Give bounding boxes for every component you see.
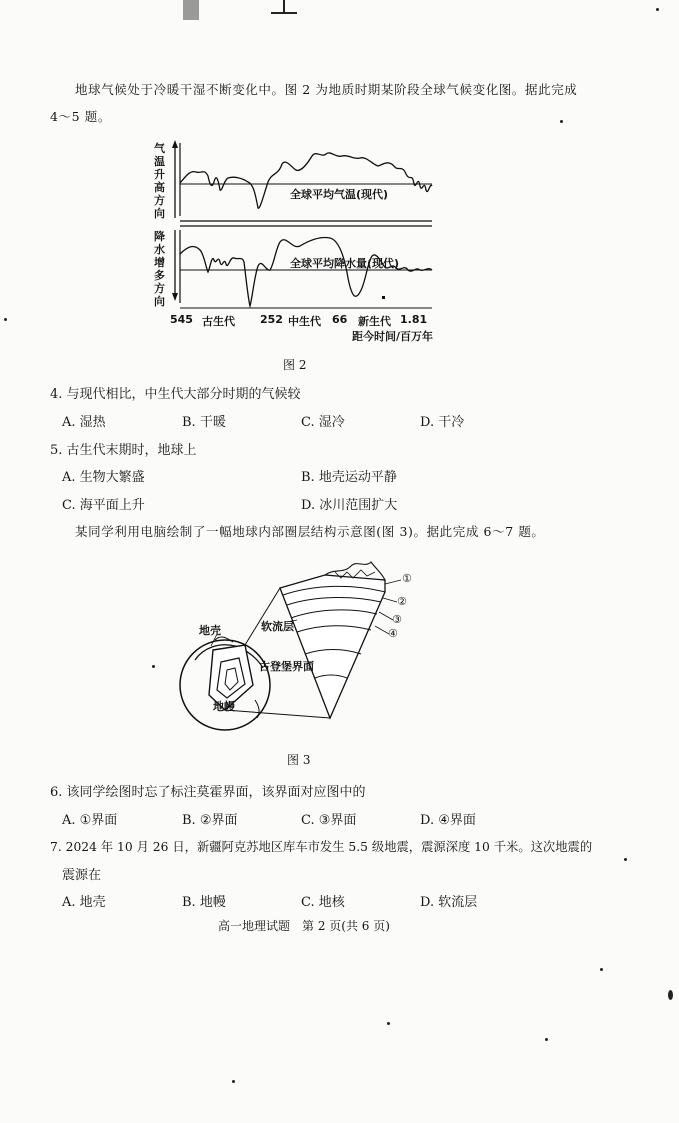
temp-reference-label: 全球平均气温(现代) [290,188,389,201]
x-tick-545: 545 [170,313,193,326]
figure-2 [150,138,440,348]
q4-option-b[interactable]: B. 干暖 [182,415,226,430]
earth-interior-diagram [175,550,435,750]
x-tick-mesozoic: 中生代 [288,315,321,328]
label-mantle: 地幔 [213,700,235,713]
label-crust: 地壳 [199,624,221,637]
q7-option-a[interactable]: A. 地壳 [62,895,106,910]
q7-option-c[interactable]: C. 地核 [301,895,345,910]
q5-option-a[interactable]: A. 生物大繁盛 [62,470,145,485]
figure-3 [175,550,435,750]
q6-option-c[interactable]: C. ③界面 [301,813,357,828]
figure-3-caption: 图 3 [287,753,311,767]
label-gutenberg: 古登堡界面 [259,660,314,673]
q5-option-d[interactable]: D. 冰川范围扩大 [301,498,398,513]
label-asthenosphere: 软流层 [261,620,294,633]
precip-reference-label: 全球平均降水量(现代) [290,257,400,270]
q6-option-d[interactable]: D. ④界面 [420,813,476,828]
x-tick-252: 252 [260,313,283,326]
q4-option-a[interactable]: A. 湿热 [62,415,106,430]
q5-option-c[interactable]: C. 海平面上升 [62,498,145,513]
precip-axis-label: 降 水 增 多 方 向 [154,230,165,308]
intro-text-line2: 4～5 题。 [50,109,111,124]
binding-mark-v [283,0,285,12]
binding-mark [271,12,297,14]
x-axis-unit: 距今时间/百万年 [352,330,434,343]
x-tick-cenozoic: 新生代 [358,315,391,328]
q6-option-b[interactable]: B. ②界面 [182,813,238,828]
q4-option-d[interactable]: D. 干冷 [420,415,465,430]
q7-option-d[interactable]: D. 软流层 [420,895,478,910]
marker-3: ③ [392,613,402,626]
intro-text-line1: 地球气候处于冷暖干湿不断变化中。图 2 为地质时期某阶段全球气候变化图。据此完成 [75,82,578,97]
temp-axis-label: 气 温 升 高 方 向 [154,142,165,220]
q4-option-c[interactable]: C. 湿冷 [301,415,345,430]
q5-option-b[interactable]: B. 地壳运动平静 [301,470,397,485]
question-6-stem: 6. 该同学绘图时忘了标注莫霍界面，该界面对应图中的 [50,785,366,800]
scan-mark [183,0,199,20]
marker-4: ④ [388,627,398,640]
question-7-stem-line2: 震源在 [62,868,102,883]
figure-2-caption: 图 2 [283,358,307,372]
question-7-stem-line1: 7. 2024 年 10 月 26 日，新疆阿克苏地区库车市发生 5.5 级地震，震源深度 10 千米。这次地震的 [50,840,593,854]
x-tick-66: 66 [332,313,348,326]
question-5-stem: 5. 古生代末期时，地球上 [50,443,197,458]
intro-text-2: 某同学利用电脑绘制了一幅地球内部圈层结构示意图(图 3)。据此完成 6～7 题。 [75,524,545,539]
x-tick-1.81: 1.81 [400,313,428,326]
marker-2: ② [397,595,407,608]
marker-1: ① [402,572,412,585]
q7-option-b[interactable]: B. 地幔 [182,895,226,910]
x-tick-paleozoic: 古生代 [202,315,235,328]
page-footer: 高一地理试题 第 2 页(共 6 页) [218,919,390,933]
q6-option-a[interactable]: A. ①界面 [62,813,118,828]
question-4-stem: 4. 与现代相比，中生代大部分时期的气候较 [50,387,301,402]
